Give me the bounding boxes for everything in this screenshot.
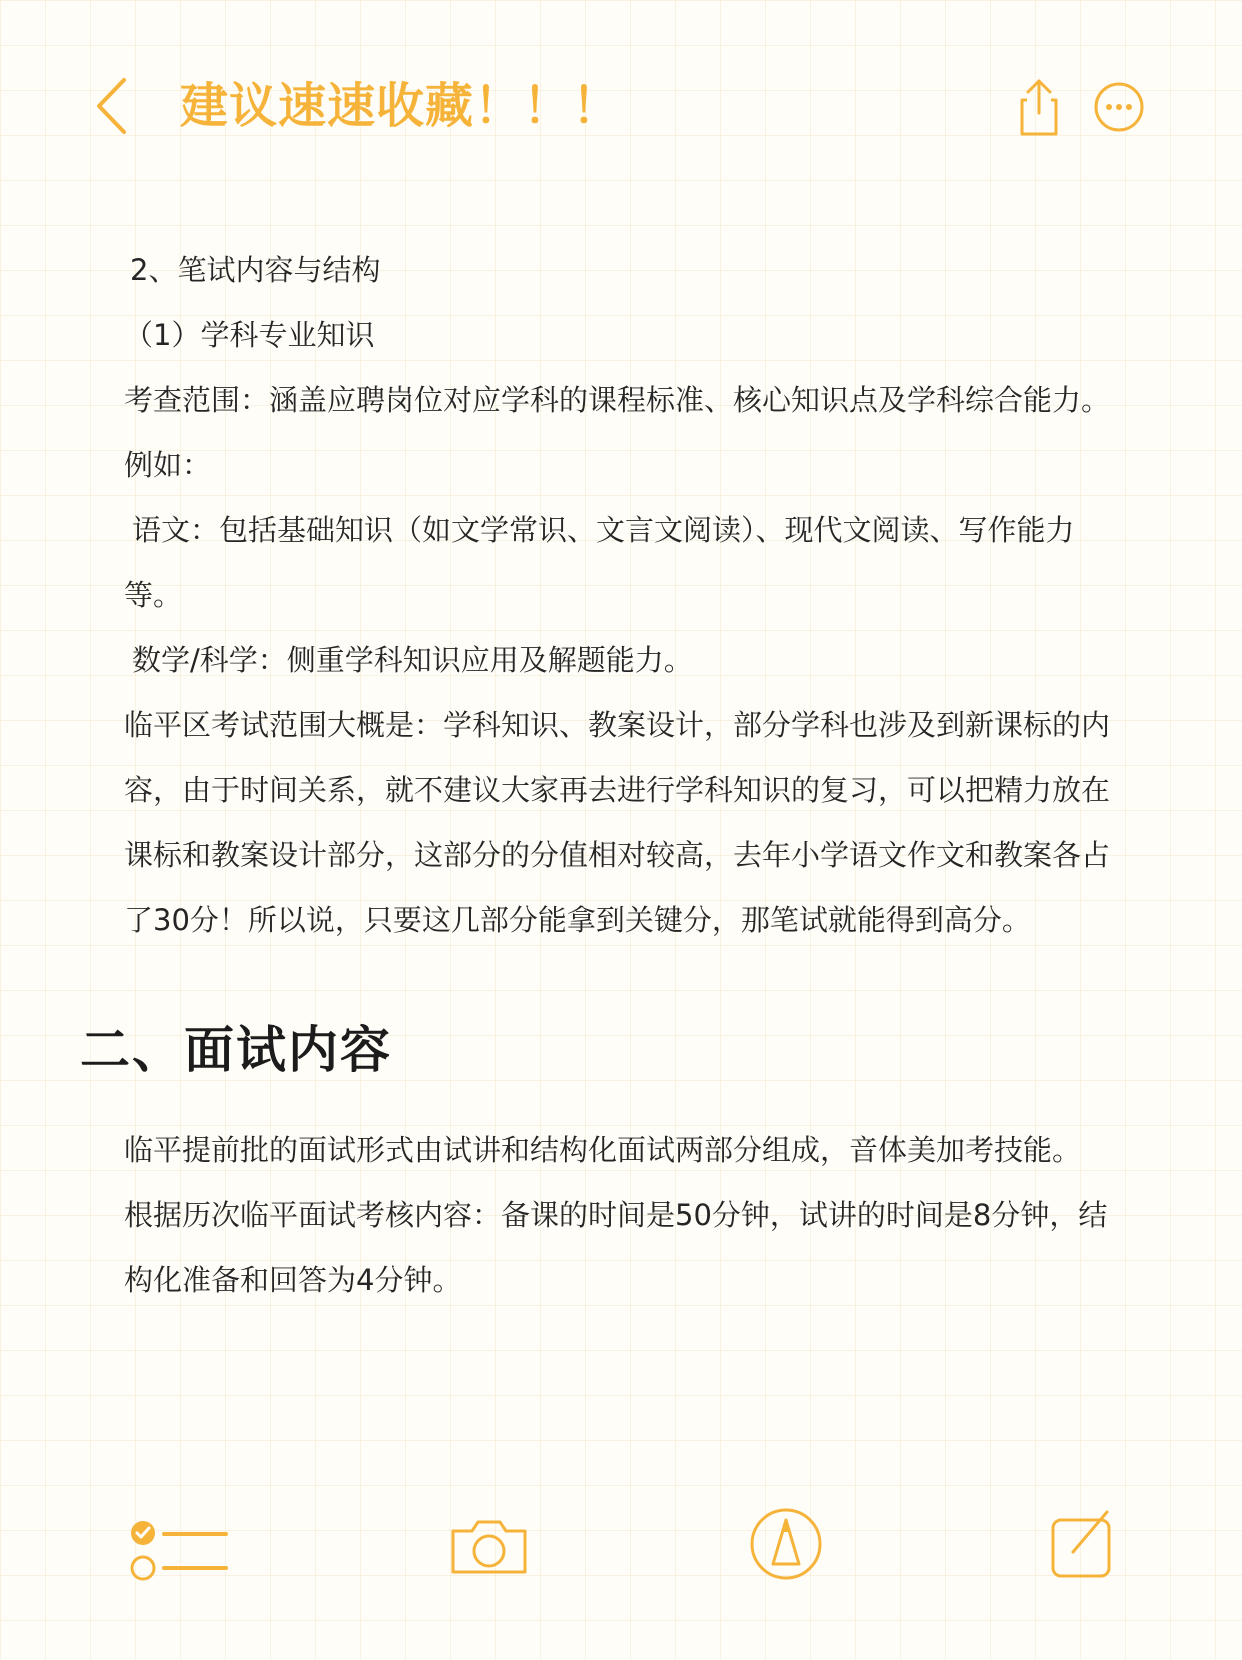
note-line: 根据历次临平面试考核内容：备课的时间是50分钟，试讲的时间是8分钟，结 [124, 1198, 1108, 1232]
page-title: 建议速速收藏！！！ [180, 78, 622, 134]
note-line: 考查范围：涵盖应聘岗位对应学科的课程标准、核心知识点及学科综合能力。 [124, 383, 1111, 417]
checklist-button[interactable] [130, 1510, 225, 1580]
note-line: 临平提前批的面试形式由试讲和结构化面试两部分组成，音体美加考技能。 [124, 1133, 1082, 1167]
pen-icon [750, 1508, 822, 1580]
note-line: 容，由于时间关系，就不建议大家再去进行学科知识的复习，可以把精力放在 [124, 773, 1111, 807]
note-line: 语文：包括基础知识（如文学常识、文言文阅读）、现代文阅读、写作能力 [132, 513, 1075, 547]
checklist-icon [130, 1510, 225, 1580]
camera-icon [448, 1514, 530, 1578]
section-heading: 二、面试内容 [80, 1021, 392, 1079]
note-line: 了30分！所以说，只要这几部分能拿到关键分，那笔试就能得到高分。 [124, 903, 1031, 937]
compose-button[interactable] [1048, 1510, 1114, 1580]
note-line: 例如： [124, 448, 212, 482]
note-line: 等。 [124, 578, 183, 612]
note-line-subsection: （1）学科专业知识 [124, 318, 375, 352]
bottom-toolbar [0, 1490, 1242, 1610]
note-line: 临平区考试范围大概是：学科知识、教案设计，部分学科也涉及到新课标的内 [124, 708, 1111, 742]
camera-button[interactable] [448, 1514, 530, 1578]
pen-button[interactable] [750, 1508, 822, 1580]
note-line-subtitle: 2、笔试内容与结构 [130, 253, 381, 287]
note-line: 课标和教案设计部分，这部分的分值相对较高，去年小学语文作文和教案各占 [124, 838, 1111, 872]
note-line: 数学/科学：侧重学科知识应用及解题能力。 [132, 643, 693, 677]
note-line: 构化准备和回答为4分钟。 [124, 1263, 462, 1297]
compose-icon [1048, 1510, 1114, 1580]
